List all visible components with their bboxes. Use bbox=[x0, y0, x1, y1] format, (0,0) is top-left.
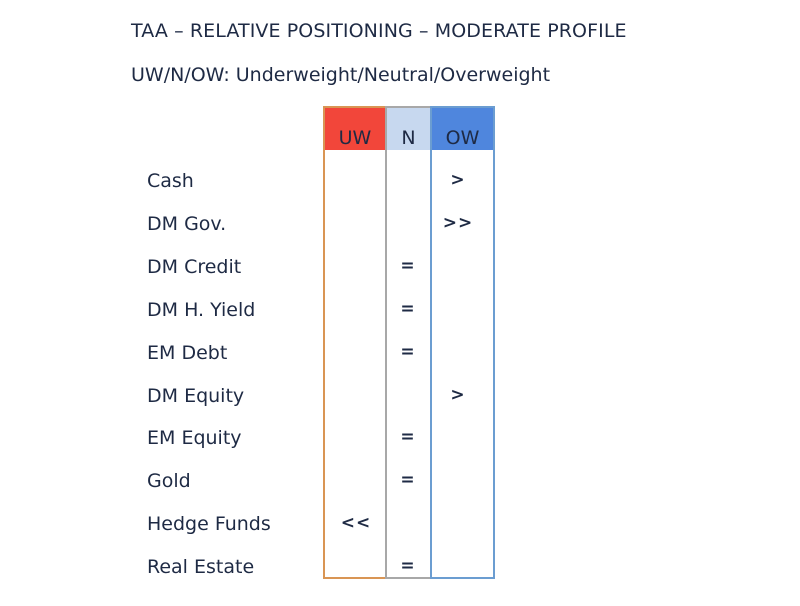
asset-label: DM Credit bbox=[147, 255, 242, 278]
position-mark: >> bbox=[442, 212, 474, 233]
asset-row bbox=[0, 385, 800, 415]
asset-row bbox=[0, 170, 800, 200]
asset-label: Cash bbox=[147, 170, 194, 192]
asset-row bbox=[0, 299, 800, 329]
column-header-ow: OW bbox=[432, 108, 493, 150]
position-mark: = bbox=[400, 255, 416, 276]
position-mark: = bbox=[400, 427, 416, 448]
column-header-n: N bbox=[387, 108, 430, 150]
column-header-uw: UW bbox=[325, 108, 385, 150]
asset-label: Hedge Funds bbox=[147, 513, 271, 536]
position-mark: = bbox=[400, 470, 416, 491]
asset-row bbox=[0, 213, 800, 243]
page-title: TAA – RELATIVE POSITIONING – MODERATE PROFILE bbox=[131, 20, 627, 42]
asset-label: DM Gov. bbox=[147, 212, 227, 235]
page-subtitle: UW/N/OW: Underweight/Neutral/Overweight bbox=[131, 64, 551, 86]
position-mark: = bbox=[400, 341, 416, 362]
position-mark: << bbox=[340, 513, 372, 534]
position-mark: = bbox=[400, 298, 416, 319]
asset-row bbox=[0, 342, 800, 372]
asset-label: DM Equity bbox=[147, 384, 245, 407]
position-mark: = bbox=[400, 556, 416, 577]
asset-label: DM H. Yield bbox=[147, 298, 256, 321]
asset-label: Real Estate bbox=[147, 556, 255, 579]
asset-label: Gold bbox=[147, 470, 191, 493]
position-mark: > bbox=[450, 170, 466, 190]
asset-row bbox=[0, 427, 800, 457]
asset-row bbox=[0, 470, 800, 500]
asset-label: EM Equity bbox=[147, 427, 242, 450]
asset-row bbox=[0, 513, 800, 543]
asset-row bbox=[0, 256, 800, 286]
position-mark: > bbox=[450, 384, 466, 405]
asset-label: EM Debt bbox=[147, 341, 228, 364]
asset-row bbox=[0, 556, 800, 586]
